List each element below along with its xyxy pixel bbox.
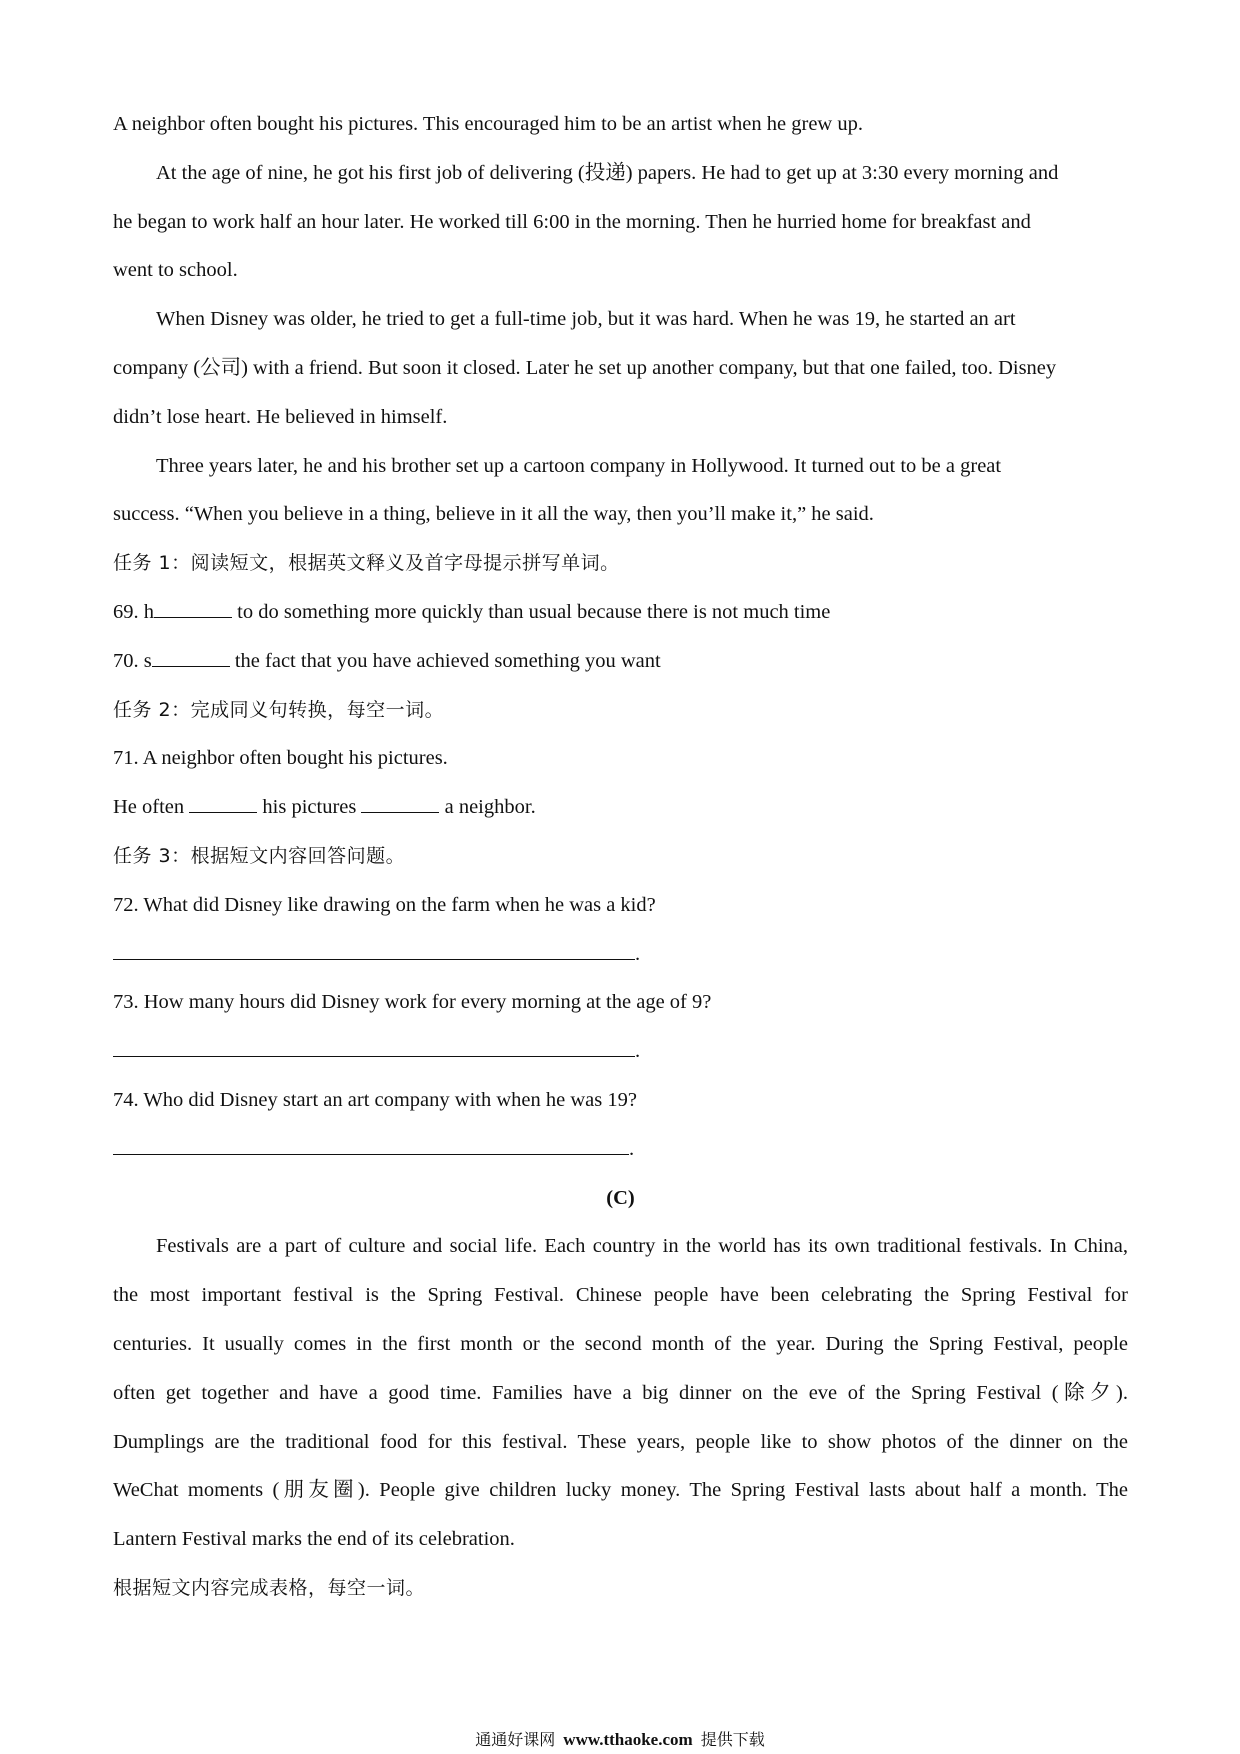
passage-b-line-3: he began to work half an hour later. He worked till 6:00 in the morning. Then he hurried home for breakfast and [113,210,1031,233]
document-page [113,100,1128,1613]
q69-definition: to do something more quickly than usual because there is not much time [232,600,831,623]
section-c-line-5: Dumplings are the traditional food for this festival. These years, people like to show photos of the dinner on the [113,1430,1128,1453]
footer-url[interactable]: www.tthaoke.com [563,1730,693,1749]
task3-title: 任务 3：根据短文内容回答问题。 [113,844,406,867]
q71-part2: his pictures [257,796,362,819]
q72-answer-row [113,930,1128,979]
passage-b-line-1: A neighbor often bought his pictures. This encouraged him to be an artist when he grew up. [113,113,863,135]
q69-blank[interactable] [154,601,232,618]
task1-title: 任务 1：阅读短文，根据英文释义及首字母提示拼写单词。 [113,552,620,575]
passage-b-line-9: success. “When you believe in a thing, believe in it all the way, then you’ll make it,” he said. [113,503,874,526]
q72-period: . [635,942,641,965]
q74-period: . [629,1137,635,1160]
passage-b-line-5: When Disney was older, he tried to get a full-time job, but it was hard. When he was 19, he started an art [156,308,1016,331]
q69-number: 69. h [113,600,154,623]
section-c-heading: (C) [606,1186,635,1209]
page-footer [0,1727,1240,1750]
section-c-line-2: the most important festival is the Spring Festival. Chinese people have been celebrating the Spring Festival for [113,1284,1128,1307]
footer-download-text: 提供下载 [700,1730,765,1749]
q71-blank-2[interactable] [361,796,439,813]
q74-answer-row [113,1125,1128,1174]
question-71-rewrite [113,783,1128,832]
footer-site-name: 通通好课网 [475,1730,556,1749]
question-73: 73. How many hours did Disney work for every morning at the age of 9? [113,991,712,1014]
q71-part3: a neighbor. [439,796,536,819]
task2-title: 任务 2：完成同义句转换，每空一词。 [113,698,445,721]
q72-answer-line[interactable] [113,933,635,960]
q71-blank-1[interactable] [189,796,257,813]
q70-definition: the fact that you have achieved something you want [229,649,661,672]
q74-answer-line[interactable] [113,1128,629,1155]
passage-b-line-4: went to school. [113,259,238,282]
section-c-line-1: Festivals are a part of culture and social life. Each country in the world has its own traditional festivals. In China, [156,1235,1128,1258]
q73-period: . [635,1040,641,1063]
section-c-line-6: WeChat moments (朋友圈). People give children lucky money. The Spring Festival lasts about half a month. The [113,1479,1128,1502]
section-c-line-7: Lantern Festival marks the end of its celebration. [113,1528,515,1551]
q70-number: 70. s [113,649,152,672]
q71-part1: He often [113,796,190,819]
q70-blank[interactable] [152,650,230,667]
section-c-instruction: 根据短文内容完成表格，每空一词。 [113,1576,426,1599]
q73-answer-line[interactable] [113,1030,635,1057]
passage-b-line-2: At the age of nine, he got his first job of delivering (投递) papers. He had to get up at 3:30 every morning and [156,161,1059,184]
question-70 [113,637,1128,686]
question-74: 74. Who did Disney start an art company with when he was 19? [113,1088,637,1111]
question-69 [113,588,1128,637]
q73-answer-row [113,1027,1128,1076]
section-c-line-4: often get together and have a good time. Families have a big dinner on the eve of the Spring Festival (除夕). [113,1381,1128,1404]
passage-b-line-6: company (公司) with a friend. But soon it closed. Later he set up another company, but that one failed, too. Disney [113,356,1057,379]
section-c-line-3: centuries. It usually comes in the first month or the second month of the year. During the Spring Festival, people [113,1332,1128,1355]
question-71: 71. A neighbor often bought his pictures. [113,747,448,770]
passage-b-line-7: didn’t lose heart. He believed in himself. [113,405,448,428]
passage-b-line-8: Three years later, he and his brother set up a cartoon company in Hollywood. It turned out to be a great [156,454,1002,477]
question-72: 72. What did Disney like drawing on the farm when he was a kid? [113,893,656,916]
